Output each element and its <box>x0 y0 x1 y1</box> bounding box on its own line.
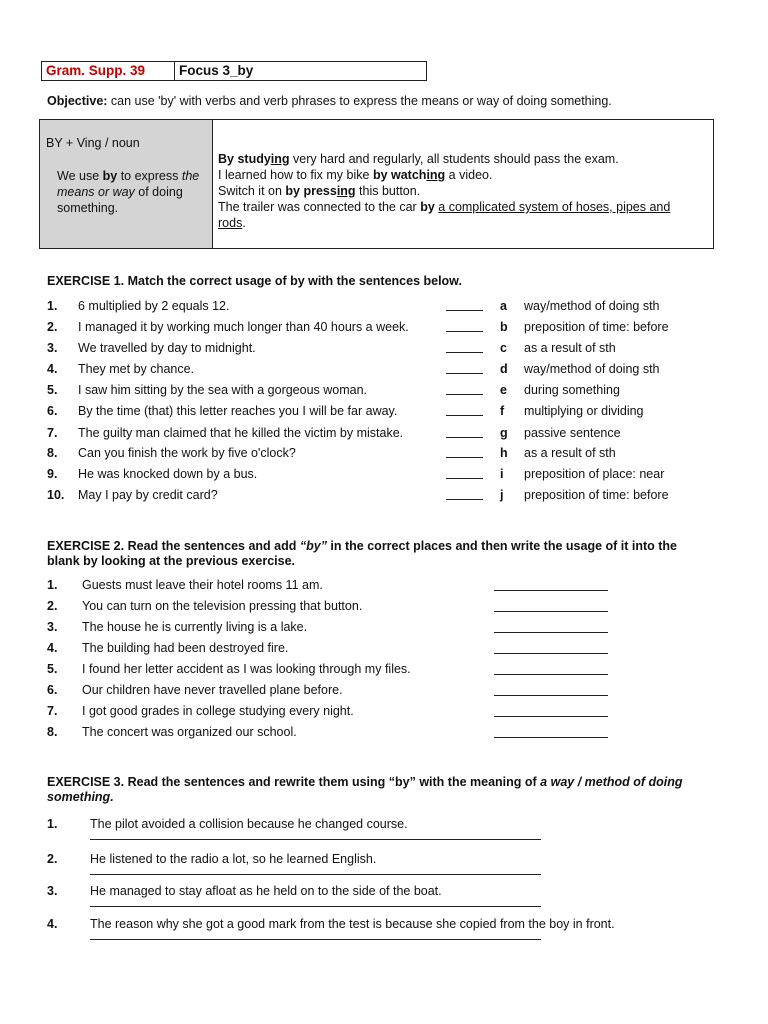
exercise2-title <box>47 539 707 569</box>
option-text: as a result of sth <box>524 446 616 460</box>
item-number: 4. <box>47 362 58 376</box>
answer-line[interactable] <box>90 864 541 875</box>
item-number: 2. <box>47 599 58 613</box>
option-letter: g <box>500 426 508 440</box>
exercise1-row <box>47 359 727 379</box>
rule-box <box>39 119 714 249</box>
answer-blank[interactable] <box>446 363 483 374</box>
answer-line[interactable] <box>494 685 608 696</box>
item-number: 3. <box>47 884 58 898</box>
option-letter: j <box>500 488 504 502</box>
rule-desc-part: of doing something. <box>57 185 183 215</box>
worksheet-code: Gram. Supp. 39 <box>42 62 175 80</box>
exercise2-row <box>47 575 627 595</box>
exercise3-row <box>47 850 727 886</box>
option-text: passive sentence <box>524 426 621 440</box>
item-text: Can you finish the work by five o'clock? <box>78 446 296 460</box>
example-keyword: by watch <box>372 168 427 182</box>
worksheet-header <box>41 61 427 81</box>
option-letter: e <box>500 383 507 397</box>
exercise3-row <box>47 915 727 951</box>
objective-label: Objective: <box>47 94 108 108</box>
example-text: this button. <box>355 184 421 198</box>
option-letter: c <box>500 341 507 355</box>
example-suffix: ing <box>426 168 446 182</box>
answer-blank[interactable] <box>446 489 483 500</box>
item-number: 4. <box>47 641 58 655</box>
exercise2-row <box>47 638 627 658</box>
example-text: . <box>242 216 246 230</box>
answer-line[interactable] <box>494 706 608 717</box>
answer-blank[interactable] <box>446 384 483 395</box>
exercise3-row <box>47 815 727 851</box>
rule-example <box>218 151 688 167</box>
item-text: I managed it by working much longer than 40 hours a week. <box>78 320 409 334</box>
item-text: They met by chance. <box>78 362 195 376</box>
exercise1-row <box>47 317 727 337</box>
answer-blank[interactable] <box>446 447 483 458</box>
item-text: May I pay by credit card? <box>78 488 218 502</box>
answer-line[interactable] <box>494 601 608 612</box>
item-number: 7. <box>47 704 58 718</box>
option-text: as a result of sth <box>524 341 616 355</box>
answer-line[interactable] <box>90 829 541 840</box>
item-text: By the time (that) this letter reaches you I will be far away. <box>78 404 398 418</box>
exercise1-row <box>47 485 727 505</box>
rule-desc-emphasis: the means or way <box>57 169 200 199</box>
item-number: 9. <box>47 467 58 481</box>
example-keyword: by press <box>285 184 337 198</box>
item-text: He managed to stay afloat as he held on to the side of the boat. <box>90 884 442 898</box>
exercise1-row <box>47 380 727 400</box>
exercise3-row <box>47 882 727 918</box>
item-number: 3. <box>47 620 58 634</box>
item-text: 6 multiplied by 2 equals 12. <box>78 299 230 313</box>
objective <box>47 94 747 108</box>
item-number: 2. <box>47 320 58 334</box>
answer-line[interactable] <box>90 929 541 940</box>
item-text: Guests must leave their hotel rooms 11 am. <box>82 578 323 592</box>
option-text: way/method of doing sth <box>524 362 660 376</box>
item-number: 1. <box>47 817 58 831</box>
answer-blank[interactable] <box>446 321 483 332</box>
exercise1-title: EXERCISE 1. Match the correct usage of by with the sentences below. <box>47 274 462 288</box>
option-text: during something <box>524 383 620 397</box>
rule-desc-part: to express <box>117 169 182 183</box>
item-text: He listened to the radio a lot, so he learned English. <box>90 852 377 866</box>
example-text: Switch it on <box>218 184 286 198</box>
example-suffix: ing <box>336 184 356 198</box>
option-text: preposition of time: before <box>524 320 669 334</box>
answer-blank[interactable] <box>446 300 483 311</box>
item-number: 5. <box>47 662 58 676</box>
item-number: 4. <box>47 917 58 931</box>
exercise1-row <box>47 443 727 463</box>
example-underlined: a complicated system of hoses, pipes and rods <box>218 200 671 230</box>
answer-blank[interactable] <box>446 405 483 416</box>
item-text: The pilot avoided a collision because he changed course. <box>90 817 408 831</box>
rule-summary <box>40 120 213 248</box>
rule-example <box>218 167 688 183</box>
example-text: The trailer was connected to the car <box>218 200 421 214</box>
exercise1-row <box>47 296 727 316</box>
rule-desc-part: We use <box>57 169 103 183</box>
exercise1-row <box>47 401 727 421</box>
exercise3-title-emphasis: a way / method of doing something. <box>47 775 683 804</box>
answer-blank[interactable] <box>446 427 483 438</box>
exercise3-title-part: EXERCISE 3. Read the sentences and rewrite them using “by” with the meaning of <box>47 775 541 789</box>
exercise1-row <box>47 464 727 484</box>
answer-line[interactable] <box>494 580 608 591</box>
item-text: The concert was organized our school. <box>82 725 297 739</box>
rule-examples <box>213 120 713 248</box>
exercise2-title-emphasis: “by” <box>299 539 327 553</box>
item-number: 10. <box>47 488 65 502</box>
option-letter: h <box>500 446 508 460</box>
rule-example <box>218 199 688 231</box>
option-letter: a <box>500 299 507 313</box>
item-number: 6. <box>47 683 58 697</box>
option-text: way/method of doing sth <box>524 299 660 313</box>
exercise1-row <box>47 338 727 358</box>
answer-line[interactable] <box>494 622 608 633</box>
rule-example-list <box>218 151 688 231</box>
objective-text: can use 'by' with verbs and verb phrases to express the means or way of doing something. <box>107 94 612 108</box>
item-number: 6. <box>47 404 58 418</box>
example-keyword: By study <box>218 152 271 166</box>
item-text: The building had been destroyed fire. <box>82 641 289 655</box>
worksheet-focus: Focus 3_by <box>179 63 254 78</box>
item-text: The reason why she got a good mark from the test is because she copied from the boy in front. <box>90 917 615 931</box>
option-letter: b <box>500 320 508 334</box>
item-text: He was knocked down by a bus. <box>78 467 258 481</box>
item-number: 1. <box>47 299 58 313</box>
item-text: The house he is currently living is a lake. <box>82 620 308 634</box>
example-text: a video. <box>445 168 493 182</box>
rule-example <box>218 183 688 199</box>
option-text: multiplying or dividing <box>524 404 644 418</box>
item-text: I got good grades in college studying every night. <box>82 704 354 718</box>
option-text: preposition of place: near <box>524 467 665 481</box>
item-number: 1. <box>47 578 58 592</box>
item-text: We travelled by day to midnight. <box>78 341 256 355</box>
option-letter: f <box>500 404 505 418</box>
exercise2-row <box>47 722 627 742</box>
item-text: I saw him sitting by the sea with a gorgeous woman. <box>78 383 368 397</box>
item-text: You can turn on the television pressing that button. <box>82 599 363 613</box>
example-keyword: by <box>420 200 435 214</box>
rule-desc-keyword: by <box>102 169 118 183</box>
exercise3-title <box>47 775 712 805</box>
item-text: Our children have never travelled plane before. <box>82 683 343 697</box>
exercise2-row <box>47 701 627 721</box>
exercise2-title-part: EXERCISE 2. Read the sentences and add <box>47 539 300 553</box>
item-number: 5. <box>47 383 58 397</box>
answer-line[interactable] <box>494 643 608 654</box>
answer-line[interactable] <box>90 896 541 907</box>
item-text: The guilty man claimed that he killed the victim by mistake. <box>78 426 404 440</box>
exercise2-title-part: in the correct places and then write the usage of it into the blank by looking at the previous exercise. <box>47 539 678 568</box>
option-text: preposition of time: before <box>524 488 669 502</box>
exercise1-row <box>47 423 727 443</box>
option-letter: d <box>500 362 508 376</box>
exercise2-row <box>47 680 627 700</box>
item-number: 8. <box>47 725 58 739</box>
item-number: 7. <box>47 426 58 440</box>
example-suffix: ing <box>270 152 290 166</box>
rule-description <box>57 168 207 216</box>
answer-blank[interactable] <box>446 468 483 479</box>
answer-blank[interactable] <box>446 342 483 353</box>
answer-line[interactable] <box>494 727 608 738</box>
item-number: 8. <box>47 446 58 460</box>
example-text: very hard and regularly, all students should pass the exam. <box>289 152 619 166</box>
option-letter: i <box>500 467 504 481</box>
item-number: 3. <box>47 341 58 355</box>
answer-line[interactable] <box>494 664 608 675</box>
exercise2-row <box>47 617 627 637</box>
exercise2-row <box>47 596 627 616</box>
rule-title: BY + Ving / noun <box>46 136 140 150</box>
example-text: I learned how to fix my bike <box>218 168 373 182</box>
exercise2-row <box>47 659 627 679</box>
item-number: 2. <box>47 852 58 866</box>
item-text: I found her letter accident as I was looking through my files. <box>82 662 411 676</box>
